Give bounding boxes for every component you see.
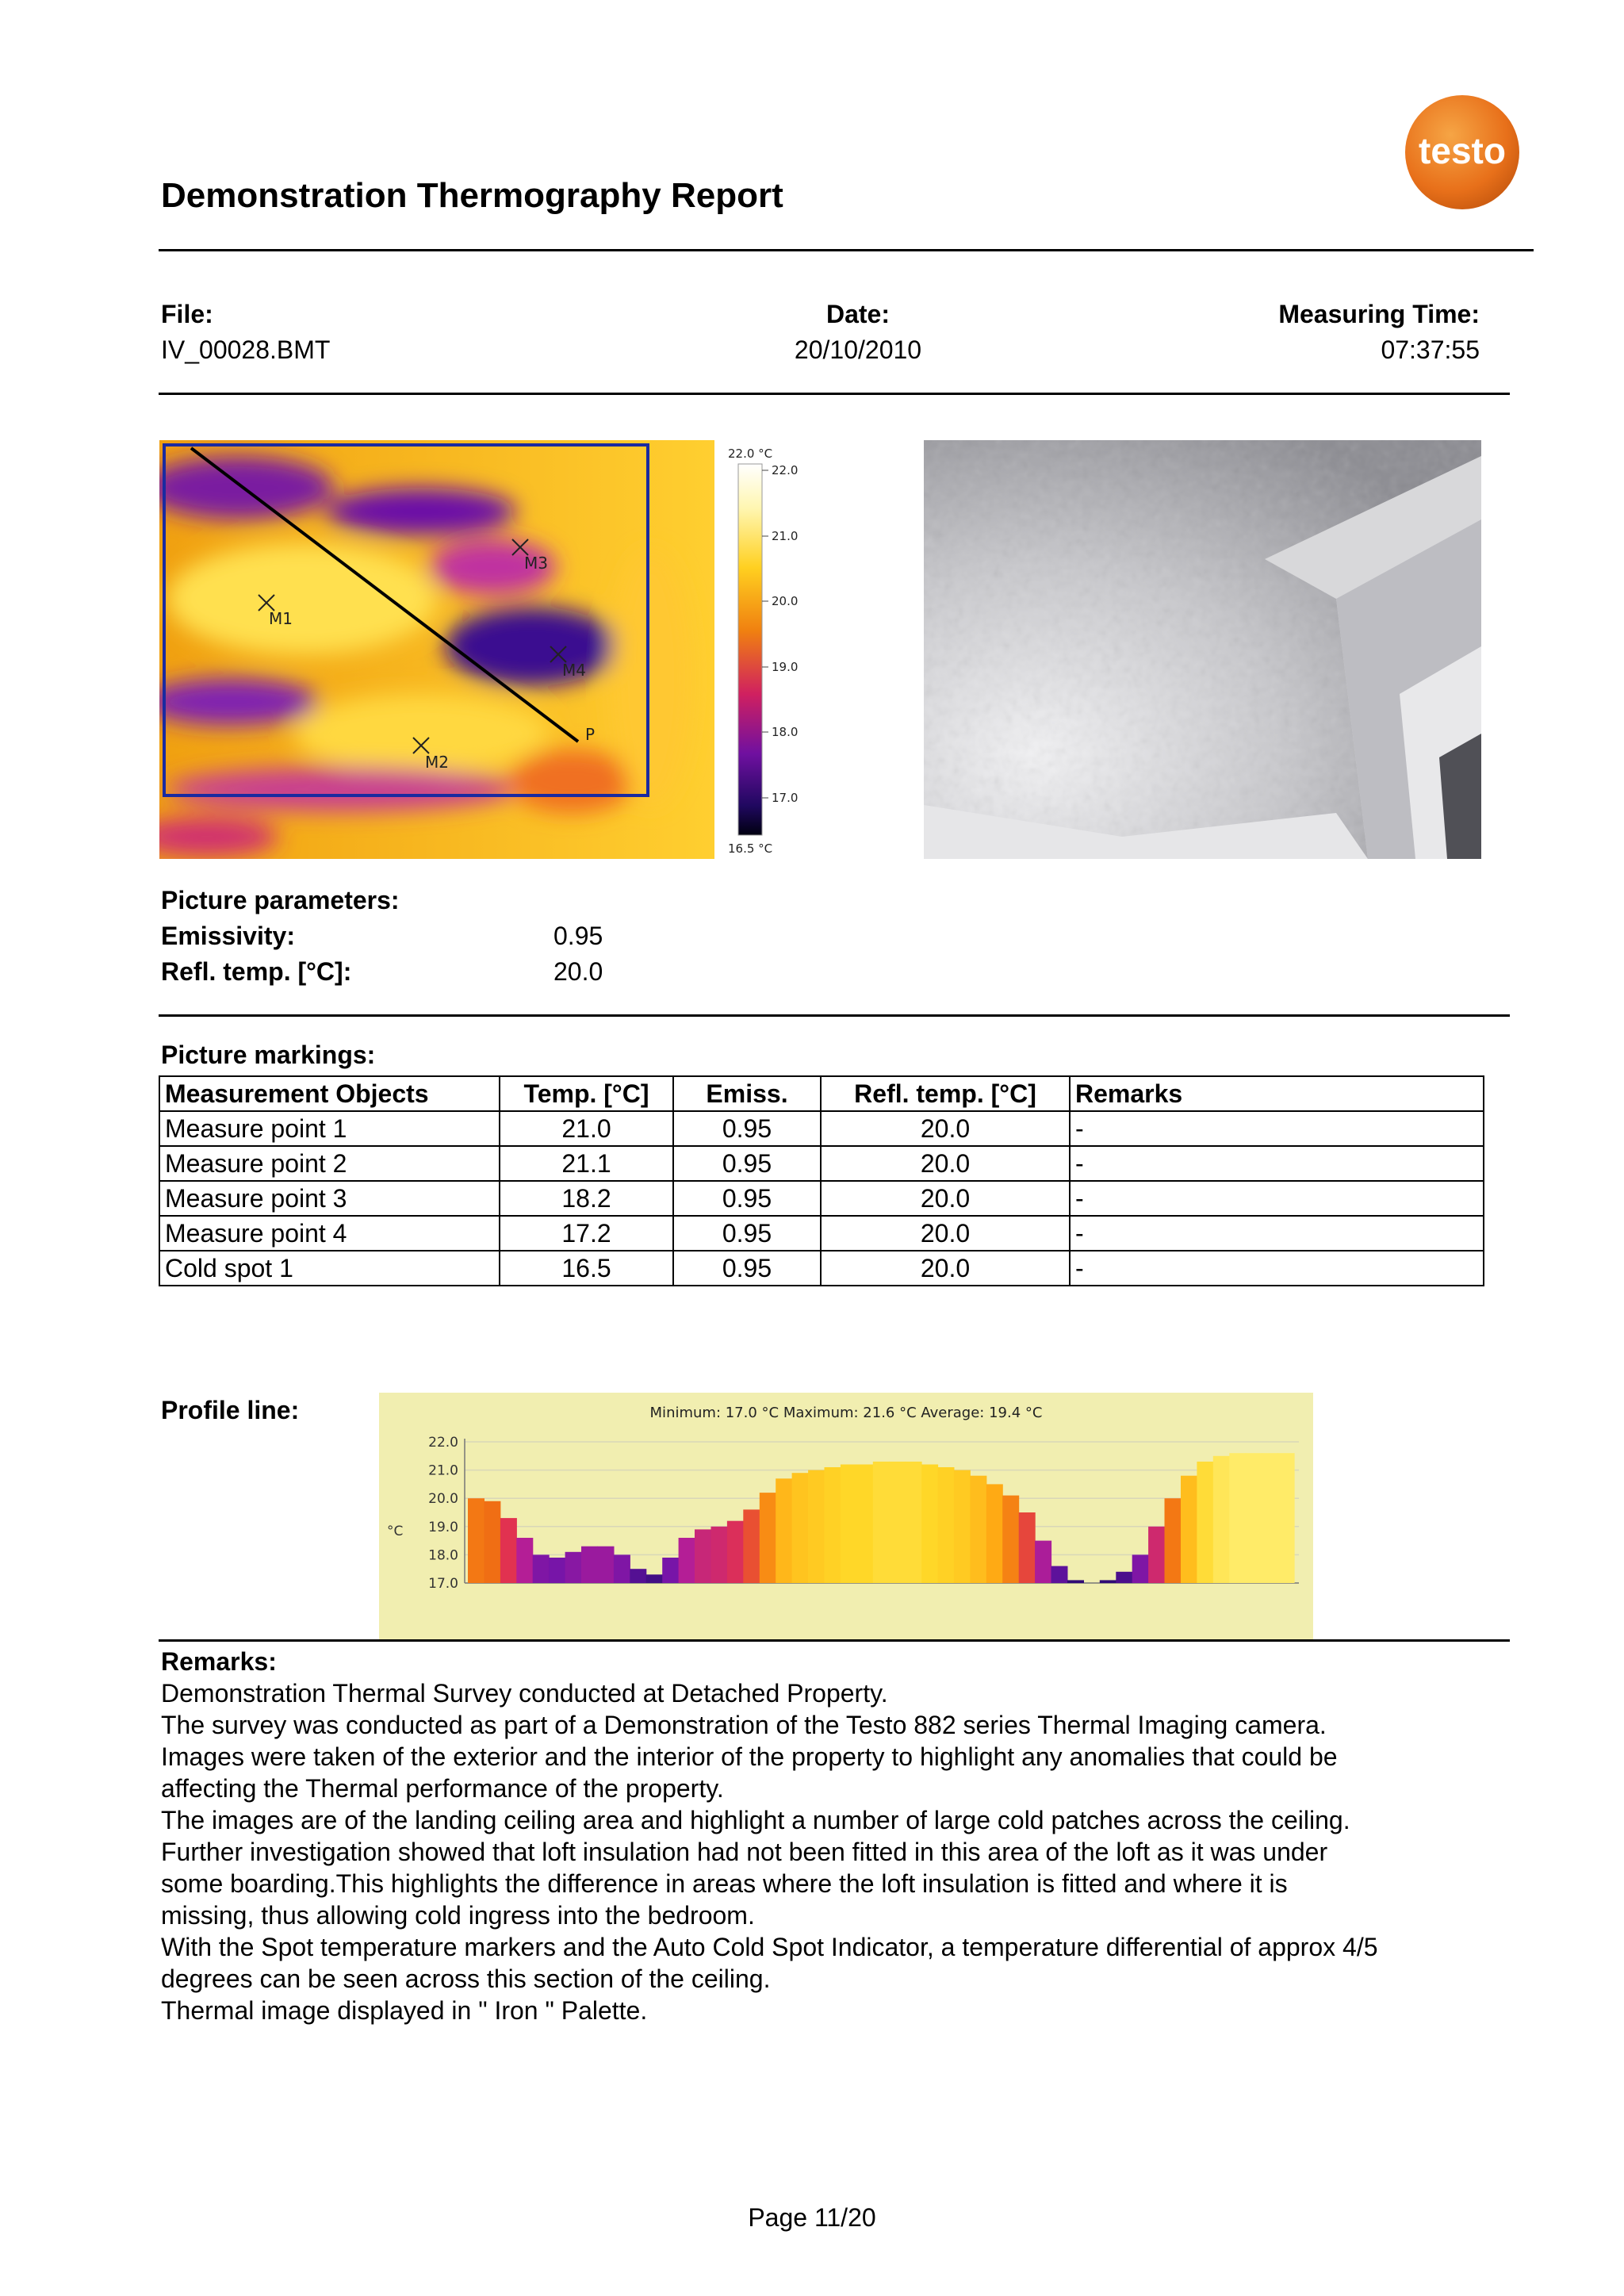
remarks-line: degrees can be seen across this section of the ceiling. — [161, 1964, 771, 1993]
profile-bar — [1181, 1476, 1197, 1583]
page-number: Page 11/20 — [748, 2203, 876, 2232]
cell-remarks: - — [1070, 1251, 1484, 1286]
col-emiss: Emiss. — [673, 1076, 821, 1111]
profile-bar — [1148, 1527, 1165, 1583]
profile-bar — [1132, 1554, 1149, 1583]
file-value: IV_00028.BMT — [161, 335, 331, 364]
remarks-line: The images are of the landing ceiling area and highlight a number of large cold patches across the ceiling. — [161, 1806, 1350, 1834]
profile-bar — [662, 1558, 679, 1583]
profile-bar — [970, 1476, 986, 1583]
profile-bar — [841, 1465, 857, 1584]
profile-bar — [1246, 1453, 1262, 1583]
remarks-line: Thermal image displayed in " Iron " Palette. — [161, 1996, 648, 2025]
profile-bar — [1278, 1453, 1295, 1583]
profile-y-unit: °C — [387, 1524, 404, 1539]
profile-bar — [921, 1465, 938, 1584]
table-header-row — [159, 1076, 1484, 1111]
profile-bar — [743, 1509, 760, 1583]
file-label: File: — [161, 300, 213, 328]
profile-bar — [776, 1478, 792, 1583]
profile-bar — [727, 1521, 744, 1583]
y-tick-label: 20.0 — [428, 1491, 458, 1508]
profile-bar — [533, 1554, 550, 1583]
profile-bar — [468, 1498, 485, 1583]
scale-tick-18: 18.0 — [772, 725, 799, 739]
cell-refl: 20.0 — [821, 1251, 1070, 1286]
cell-object: Measure point 2 — [159, 1146, 500, 1181]
profile-bar — [1019, 1512, 1036, 1583]
markings-table — [159, 1075, 1484, 1286]
remarks-line: missing, thus allowing cold ingress into the bedroom. — [161, 1901, 755, 1930]
y-tick-label: 21.0 — [428, 1462, 458, 1479]
profile-bar — [1116, 1572, 1132, 1583]
profile-bar — [1002, 1496, 1019, 1583]
profile-bar — [986, 1484, 1003, 1583]
profile-heading: Profile line: — [161, 1396, 300, 1424]
cell-temp: 18.2 — [500, 1181, 673, 1216]
marker-m1: M1 — [269, 609, 293, 628]
cell-remarks: - — [1070, 1146, 1484, 1181]
remarks-heading: Remarks: — [161, 1647, 277, 1676]
refl-temp-label: Refl. temp. [°C]: — [161, 957, 352, 986]
visual-photo — [924, 440, 1481, 859]
table-row — [159, 1216, 1484, 1251]
cell-temp: 21.0 — [500, 1111, 673, 1146]
cell-remarks: - — [1070, 1181, 1484, 1216]
y-tick-label: 18.0 — [428, 1547, 458, 1564]
profile-bar — [1262, 1453, 1278, 1583]
profile-bar — [792, 1473, 809, 1583]
cell-object: Cold spot 1 — [159, 1251, 500, 1286]
profile-line-chart — [379, 1393, 1313, 1640]
markings-heading: Picture markings: — [161, 1041, 376, 1069]
thermal-image — [159, 440, 714, 859]
profile-bar — [646, 1574, 663, 1583]
marker-m4: M4 — [562, 661, 586, 680]
profile-stats: Minimum: 17.0 °C Maximum: 21.6 °C Average: 19.4 °C — [649, 1405, 1043, 1421]
date-label: Date: — [825, 300, 890, 328]
emissivity-value: 0.95 — [553, 922, 603, 950]
cell-object: Measure point 1 — [159, 1111, 500, 1146]
cell-remarks: - — [1070, 1216, 1484, 1251]
profile-bar — [484, 1501, 500, 1583]
cell-remarks: - — [1070, 1111, 1484, 1146]
profile-bar — [889, 1462, 906, 1583]
profile-bar — [1197, 1462, 1213, 1583]
profile-bar — [1213, 1456, 1230, 1583]
cell-object: Measure point 4 — [159, 1216, 500, 1251]
remarks-line: Demonstration Thermal Survey conducted at Detached Property. — [161, 1679, 888, 1708]
profile-bar — [1165, 1498, 1182, 1583]
profile-bar — [1067, 1580, 1084, 1583]
cell-object: Measure point 3 — [159, 1181, 500, 1216]
title-rule — [159, 249, 1534, 251]
scale-tick-17: 17.0 — [772, 791, 799, 805]
profile-bar — [1100, 1580, 1116, 1583]
profile-bar — [581, 1547, 598, 1583]
time-value: 07:37:55 — [1381, 335, 1480, 364]
profile-bar — [1229, 1453, 1246, 1583]
cell-emiss: 0.95 — [673, 1146, 821, 1181]
profile-bar — [630, 1569, 646, 1583]
testo-logo — [1386, 76, 1526, 216]
marker-m2: M2 — [425, 753, 449, 772]
profile-bar — [679, 1538, 695, 1583]
cell-refl: 20.0 — [821, 1181, 1070, 1216]
cell-temp: 17.2 — [500, 1216, 673, 1251]
table-row — [159, 1181, 1484, 1216]
header-rule — [159, 393, 1510, 395]
cell-temp: 21.1 — [500, 1146, 673, 1181]
remarks-line: some boarding.This highlights the difference in areas where the loft insulation is fitted and where it is — [161, 1869, 1288, 1898]
marker-m3: M3 — [524, 554, 548, 573]
cell-emiss: 0.95 — [673, 1251, 821, 1286]
profile-bar — [711, 1527, 728, 1583]
profile-bar — [614, 1554, 630, 1583]
remarks-section — [161, 1646, 1509, 2026]
profile-bar — [954, 1470, 971, 1583]
cell-refl: 20.0 — [821, 1216, 1070, 1251]
profile-bar — [760, 1493, 776, 1583]
profile-bar — [500, 1518, 517, 1583]
scale-tick-21: 21.0 — [772, 529, 799, 543]
profile-bar — [1051, 1566, 1068, 1583]
params-heading: Picture parameters: — [161, 886, 400, 914]
remarks-line: Images were taken of the exterior and the interior of the property to highlight any anomalies that could be — [161, 1742, 1338, 1771]
profile-bar — [565, 1552, 582, 1583]
remarks-line: Further investigation showed that loft insulation had not been fitted in this area of the loft as it was under — [161, 1838, 1328, 1866]
profile-bar — [598, 1547, 615, 1583]
temperature-scale — [716, 440, 810, 859]
scale-bottom-label: 16.5 °C — [728, 841, 773, 856]
y-tick-label: 19.0 — [428, 1519, 458, 1535]
profile-bar — [906, 1462, 922, 1583]
scale-tick-20: 20.0 — [772, 594, 799, 608]
profile-bar — [856, 1465, 873, 1584]
marker-p: P — [585, 725, 596, 744]
refl-temp-value: 20.0 — [553, 957, 603, 986]
col-remarks: Remarks — [1070, 1076, 1484, 1111]
params-rule — [159, 1014, 1510, 1017]
table-row — [159, 1146, 1484, 1181]
profile-bar — [808, 1470, 825, 1583]
col-refl: Refl. temp. [°C] — [821, 1076, 1070, 1111]
profile-rule — [159, 1639, 1510, 1642]
cell-temp: 16.5 — [500, 1251, 673, 1286]
logo-text: testo — [1419, 130, 1506, 171]
cell-refl: 20.0 — [821, 1111, 1070, 1146]
profile-bar — [1035, 1541, 1051, 1583]
profile-bar — [825, 1467, 841, 1583]
table-row — [159, 1111, 1484, 1146]
y-tick-label: 17.0 — [428, 1576, 458, 1592]
cell-emiss: 0.95 — [673, 1111, 821, 1146]
profile-bar — [516, 1538, 533, 1583]
scale-tick-22: 22.0 — [772, 463, 799, 477]
remarks-line: affecting the Thermal performance of the property. — [161, 1774, 724, 1803]
scale-tick-19: 19.0 — [772, 660, 799, 674]
col-objects: Measurement Objects — [159, 1076, 500, 1111]
profile-bar — [549, 1558, 565, 1583]
col-temp: Temp. [°C] — [500, 1076, 673, 1111]
cell-refl: 20.0 — [821, 1146, 1070, 1181]
emissivity-label: Emissivity: — [161, 922, 295, 950]
report-title: Demonstration Thermography Report — [161, 176, 783, 215]
scale-top-label: 22.0 °C — [728, 447, 773, 461]
date-value: 20/10/2010 — [794, 335, 922, 364]
profile-bar — [873, 1462, 890, 1583]
profile-bar — [938, 1467, 955, 1583]
cell-emiss: 0.95 — [673, 1181, 821, 1216]
table-row — [159, 1251, 1484, 1286]
remarks-line: With the Spot temperature markers and the Auto Cold Spot Indicator, a temperature differential of approx 4/5 — [161, 1933, 1378, 1961]
profile-bar — [695, 1529, 711, 1583]
cell-emiss: 0.95 — [673, 1216, 821, 1251]
time-label: Measuring Time: — [1278, 300, 1480, 328]
y-tick-label: 22.0 — [428, 1435, 458, 1451]
remarks-line: The survey was conducted as part of a Demonstration of the Testo 882 series Thermal Imaging camera. — [161, 1711, 1327, 1739]
